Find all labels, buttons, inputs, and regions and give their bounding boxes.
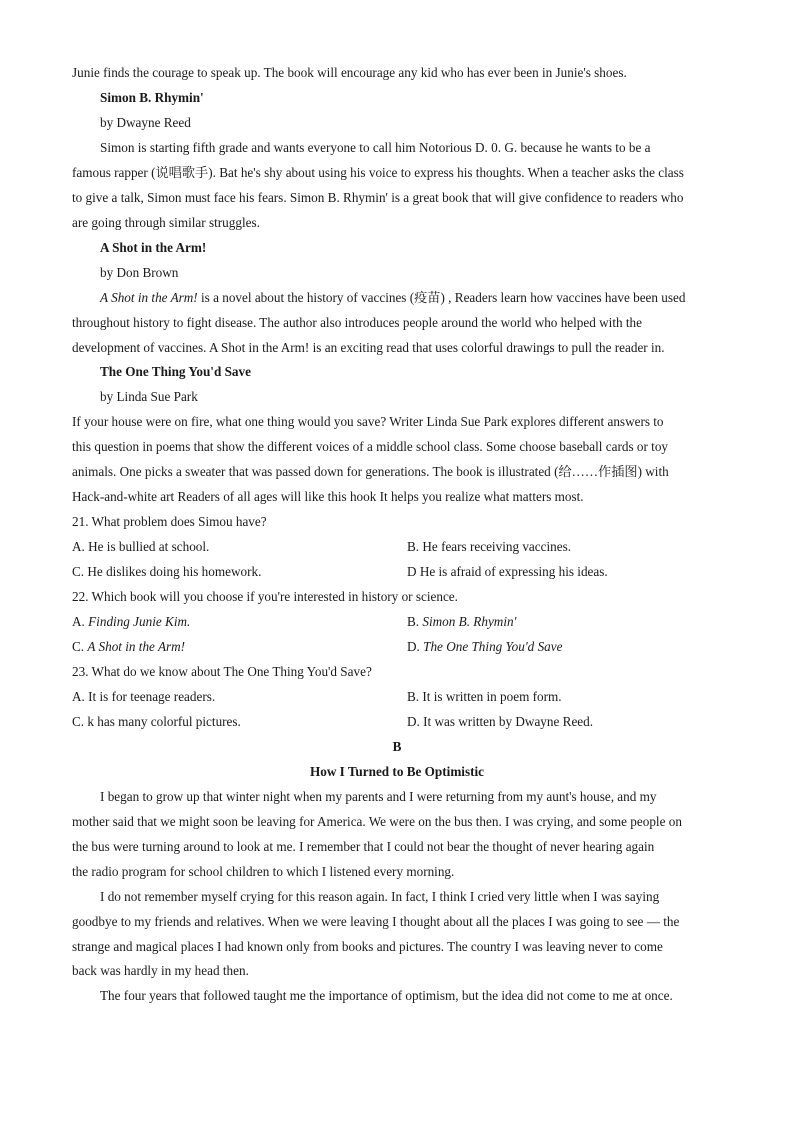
question-stem-22: 22. Which book will you choose if you're interested in history or science. — [72, 589, 458, 604]
passage-text-line: back was hardly in my head then. — [72, 963, 249, 978]
book-author-shot: by Don Brown — [100, 265, 179, 280]
book-text-rest: is a novel about the history of vaccines (疫苗) , Readers learn how vaccines have been used — [197, 290, 686, 305]
option-22-d — [407, 638, 562, 656]
book-author-one-thing: by Linda Sue Park — [100, 389, 198, 404]
intro-tail-text: Junie finds the courage to speak up. The book will encourage any kid who has ever been in Junie's shoes. — [72, 65, 627, 80]
option-text: A Shot in the Arm! — [87, 639, 186, 654]
option-letter: A. — [72, 614, 89, 629]
option-22-a — [72, 613, 190, 631]
option-21-c: C. He dislikes doing his homework. — [72, 564, 262, 579]
book-text-line: to give a talk, Simon must face his fears. Simon B. Rhymin' is a great book that will give confidence to readers who — [72, 190, 684, 205]
option-21-a: A. He is bullied at school. — [72, 539, 210, 554]
option-letter: B. — [407, 614, 423, 629]
option-text: Finding Junie Kim. — [88, 614, 191, 629]
passage-text-line: strange and magical places I had known only from books and pictures. The country I was leaving never to come — [72, 939, 663, 954]
question-stem-21: 21. What problem does Simou have? — [72, 514, 267, 529]
passage-text-line: goodbye to my friends and relatives. When we were leaving I thought about all the places I was going to see — the — [72, 914, 680, 929]
book-text-line: Simon is starting fifth grade and wants everyone to call him Notorious D. 0. G. because he wants to be a — [100, 140, 651, 155]
passage-text-line: The four years that followed taught me the importance of optimism, but the idea did not come to me at once. — [100, 988, 673, 1003]
option-23-c: C. k has many colorful pictures. — [72, 714, 241, 729]
book-text-line: development of vaccines. A Shot in the Arm! is an exciting read that uses colorful drawings to pull the reader in. — [72, 340, 665, 355]
option-23-d: D. It was written by Dwayne Reed. — [407, 714, 594, 729]
passage-text-line: the radio program for school children to which I listened every morning. — [72, 864, 455, 879]
book-title-inline: A Shot in the Arm! — [100, 290, 198, 305]
option-23-a: A. It is for teenage readers. — [72, 689, 216, 704]
book-text-line: throughout history to fight disease. The author also introduces people around the world who helped with the — [72, 315, 642, 330]
option-letter: D. — [407, 639, 424, 654]
option-22-c — [72, 638, 185, 656]
book-text-line: If your house were on fire, what one thing would you save? Writer Linda Sue Park explores different answers to — [72, 414, 664, 429]
book-title-simon: Simon B. Rhymin' — [100, 90, 204, 105]
option-22-b — [407, 613, 516, 631]
book-text-line: famous rapper (说唱歌手). Bat he's shy about using his voice to express his thoughts. When a teacher asks the class — [72, 165, 684, 180]
book-text-line: Hack-and-white art Readers of all ages will like this hook It helps you realize what matters most. — [72, 489, 584, 504]
passage-text-line: the bus were turning around to look at me. I remember that I could not bear the thought of never hearing again — [72, 839, 655, 854]
book-author-simon: by Dwayne Reed — [100, 115, 191, 130]
section-label: B — [392, 739, 402, 754]
question-stem-23: 23. What do we know about The One Thing You'd Save? — [72, 664, 372, 679]
book-title-one-thing: The One Thing You'd Save — [100, 364, 251, 379]
option-23-b: B. It is written in poem form. — [407, 689, 562, 704]
option-21-d: D He is afraid of expressing his ideas. — [407, 564, 608, 579]
option-text: Simon B. Rhymin' — [422, 614, 517, 629]
passage-text-line: I began to grow up that winter night when my parents and I were returning from my aunt's house, and my — [100, 789, 657, 804]
passage-text-line: mother said that we might soon be leaving for America. We were on the bus then. I was crying, and some people on — [72, 814, 682, 829]
book-title-shot: A Shot in the Arm! — [100, 240, 207, 255]
option-text: The One Thing You'd Save — [423, 639, 563, 654]
book-text-line — [100, 289, 685, 307]
option-letter: C. — [72, 639, 88, 654]
book-text-line: this question in poems that show the different voices of a middle school class. Some choose baseball cards or toy — [72, 439, 669, 454]
book-text-line: are going through similar struggles. — [72, 215, 260, 230]
option-21-b: B. He fears receiving vaccines. — [407, 539, 572, 554]
passage-title: How I Turned to Be Optimistic — [309, 764, 485, 779]
passage-text-line: I do not remember myself crying for this reason again. In fact, I think I cried very little when I was saying — [100, 889, 660, 904]
book-text-line: animals. One picks a sweater that was passed down for generations. The book is illustrated (给……作插图) with — [72, 464, 669, 479]
